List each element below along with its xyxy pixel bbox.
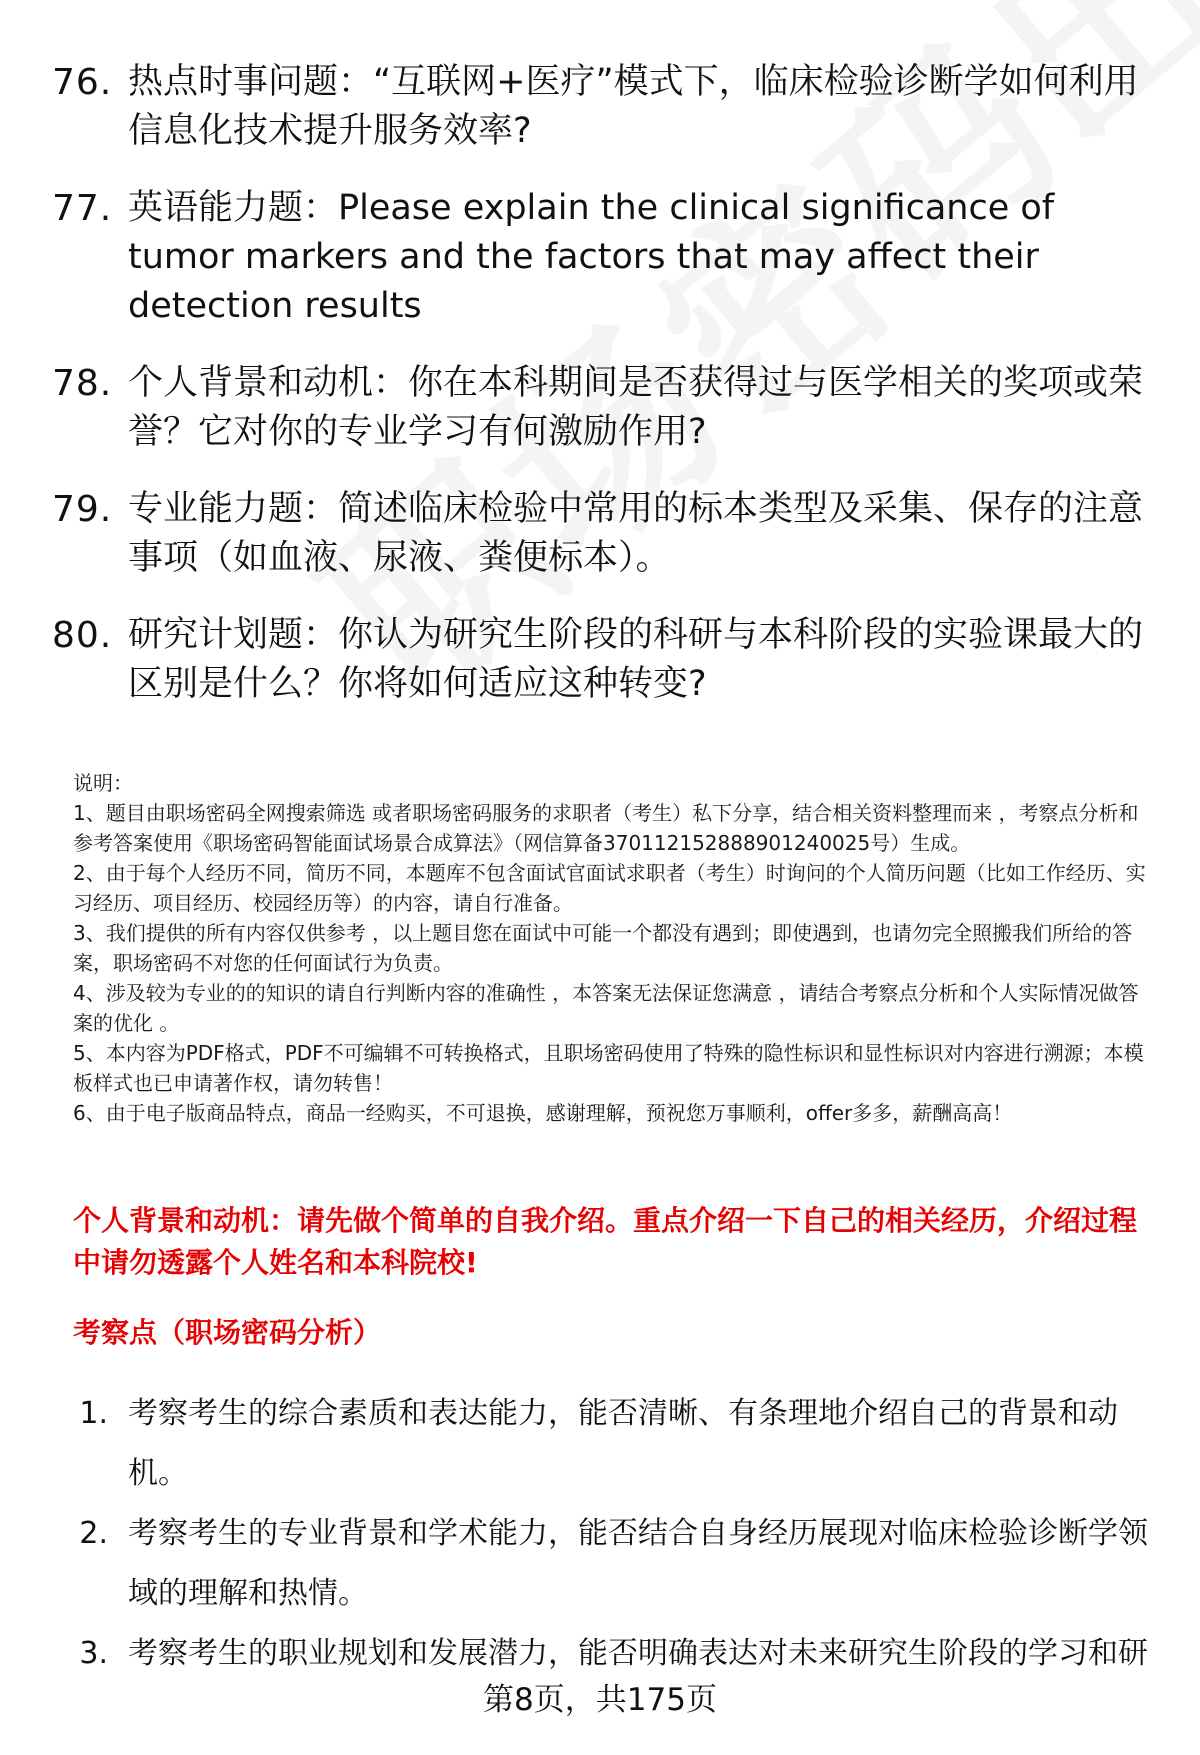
question-number: 76.: [52, 62, 113, 103]
question-item: [0, 485, 1200, 583]
page-footer: 第8页，共175页: [483, 1682, 717, 1718]
analysis-point: [0, 1624, 1200, 1684]
note-item: 2、由于每个人经历不同，简历不同，本题库不包含面试官面试求职者（考生）时询问的个人简历问题（比如工作经历、实习经历、项目经历、校园经历等）的内容，请自行准备。: [73, 861, 1146, 915]
note-item: 5、本内容为PDF格式，PDF不可编辑不可转换格式，且职场密码使用了特殊的隐性标识和显性标识对内容进行溯源；本模板样式也已申请著作权，请勿转售！: [73, 1041, 1144, 1095]
analysis-point: [0, 1384, 1200, 1504]
question-item: [0, 611, 1200, 709]
notes-title: 说明：: [73, 771, 133, 795]
point-number: 2.: [79, 1516, 108, 1551]
note-item: 3、我们提供的所有内容仅供参考 ，以上题目您在面试中可能一个都没有遇到；即使遇到，也请勿完全照搬我们所给的答案，职场密码不对您的任何面试行为负责。: [73, 921, 1133, 975]
question-number: 80.: [52, 615, 113, 656]
analysis-point: [0, 1504, 1200, 1624]
note-item: 4、涉及较为专业的的知识的请自行判断内容的准确性 ，本答案无法保证您满意 ，请结合考察点分析和个人实际情况做答案的优化 。: [73, 981, 1139, 1035]
note-item: 6、由于电子版商品特点，商品一经购买，不可退换，感谢理解，预祝您万事顺利，offer多多，薪酬高高！: [73, 1101, 1013, 1125]
question-number: 79.: [52, 489, 113, 530]
question-text: 个人背景和动机：你在本科期间是否获得过与医学相关的奖项或荣誉？它对你的专业学习有何激励作用?: [128, 363, 1144, 452]
point-text: 考察考生的综合素质和表达能力，能否清晰、有条理地介绍自己的背景和动机。: [128, 1396, 1118, 1491]
analysis-heading: 考察点（职场密码分析）: [73, 1316, 382, 1349]
point-text: 考察考生的专业背景和学术能力，能否结合自身经历展现对临床检验诊断学领域的理解和热情。: [128, 1516, 1148, 1611]
featured-question: 个人背景和动机：请先做个简单的自我介绍。重点介绍一下自己的相关经历，介绍过程中请勿透露个人姓名和本科院校!: [73, 1204, 1138, 1279]
question-text: 热点时事问题：“互联网+医疗”模式下，临床检验诊断学如何利用信息化技术提升服务效率?: [128, 62, 1139, 151]
note-item: 1、题目由职场密码全网搜索筛选 或者职场密码服务的求职者（考生）私下分享，结合相关资料整理而来 ，考察点分析和参考答案使用《职场密码智能面试场景合成算法》（网信算备370112152888901240025号）生成。: [73, 801, 1139, 855]
question-text: 专业能力题：简述临床检验中常用的标本类型及采集、保存的注意事项（如血液、尿液、粪便标本）。: [128, 489, 1144, 578]
question-item: [0, 58, 1200, 156]
analysis-points-list: [0, 1384, 1200, 1684]
question-number: 77.: [52, 188, 113, 229]
point-text: 考察考生的职业规划和发展潜力，能否明确表达对未来研究生阶段的学习和研: [128, 1636, 1148, 1671]
question-text: 英语能力题：Please explain the clinical significance of tumor markers and the factors that may affect their detection results: [128, 188, 1055, 326]
point-number: 3.: [79, 1636, 108, 1671]
question-text: 研究计划题：你认为研究生阶段的科研与本科阶段的实验课最大的区别是什么？你将如何适应这种转变?: [128, 615, 1144, 704]
question-item: [0, 359, 1200, 457]
question-item: [0, 184, 1200, 331]
point-number: 1.: [79, 1396, 108, 1431]
notes-section: [73, 768, 1158, 1128]
question-number: 78.: [52, 363, 113, 404]
question-list: [0, 58, 1200, 737]
